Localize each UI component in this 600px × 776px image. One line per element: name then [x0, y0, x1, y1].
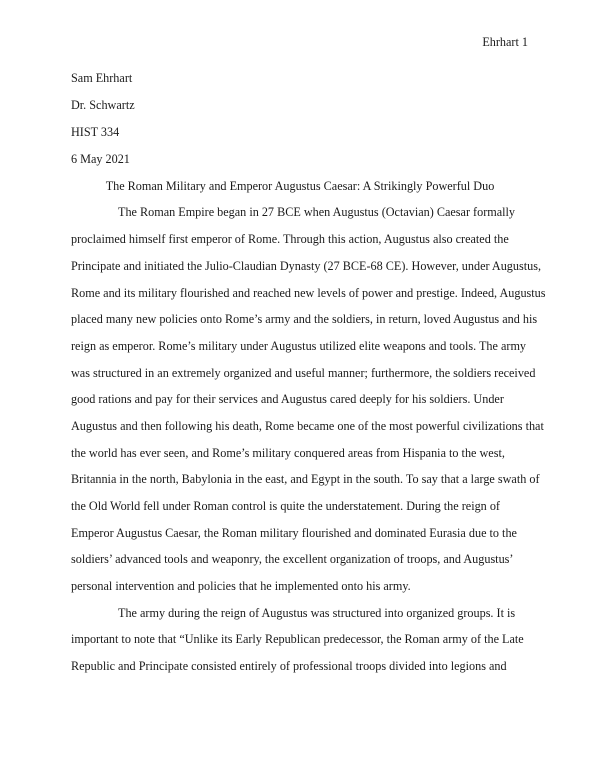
paragraph-line: Augustus and then following his death, Rome became one of the most powerful civilizations that	[71, 419, 544, 433]
running-head: Ehrhart 1	[482, 35, 528, 49]
paragraph-line: The Roman Empire began in 27 BCE when Augustus (Octavian) Caesar formally	[118, 205, 516, 219]
paragraph-line: Principate and initiated the Julio-Claudian Dynasty (27 BCE-68 CE). However, under Augustus,	[71, 259, 542, 273]
author-name: Sam Ehrhart	[71, 71, 133, 85]
paragraph-line: important to note that “Unlike its Early Republican predecessor, the Roman army of the Late	[71, 632, 524, 646]
paragraph-line: Emperor Augustus Caesar, the Roman military flourished and dominated Eurasia due to the	[71, 526, 517, 540]
paragraph-line: was structured in an extremely organized and useful manner; furthermore, the soldiers received	[71, 366, 536, 380]
paper-date: 6 May 2021	[71, 152, 130, 166]
paper-title: The Roman Military and Emperor Augustus Caesar: A Strikingly Powerful Duo	[105, 179, 495, 193]
paragraph-line: the Old World fell under Roman control is quite the understatement. During the reign of	[71, 499, 500, 513]
paragraph-line: reign as emperor. Rome’s military under Augustus utilized elite weapons and tools. The army	[71, 339, 527, 353]
paragraph-line: personal intervention and policies that he implemented onto his army.	[71, 579, 411, 593]
course-code: HIST 334	[71, 125, 120, 139]
paragraph-line: Republic and Principate consisted entirely of professional troops divided into legions and	[71, 659, 507, 673]
paragraph-line: good rations and pay for their services and Augustus cared deeply for his soldiers. Under	[71, 392, 504, 406]
paragraph-line: soldiers’ advanced tools and weaponry, the excellent organization of troops, and Augustus’	[71, 552, 514, 566]
instructor-name: Dr. Schwartz	[71, 98, 135, 112]
paragraph-line: The army during the reign of Augustus was structured into organized groups. It is	[118, 606, 516, 620]
paragraph-line: placed many new policies onto Rome’s army and the soldiers, in return, loved Augustus and his	[71, 312, 538, 326]
paragraph-line: Britannia in the north, Babylonia in the east, and Egypt in the south. To say that a large swath of	[71, 472, 540, 486]
paragraph-line: Rome and its military flourished and reached new levels of power and prestige. Indeed, Augustus	[71, 286, 546, 300]
paragraph-line: the world has ever seen, and Rome’s military conquered areas from Hispania to the west,	[71, 446, 505, 460]
paragraph-line: proclaimed himself first emperor of Rome. Through this action, Augustus also created the	[71, 232, 509, 246]
